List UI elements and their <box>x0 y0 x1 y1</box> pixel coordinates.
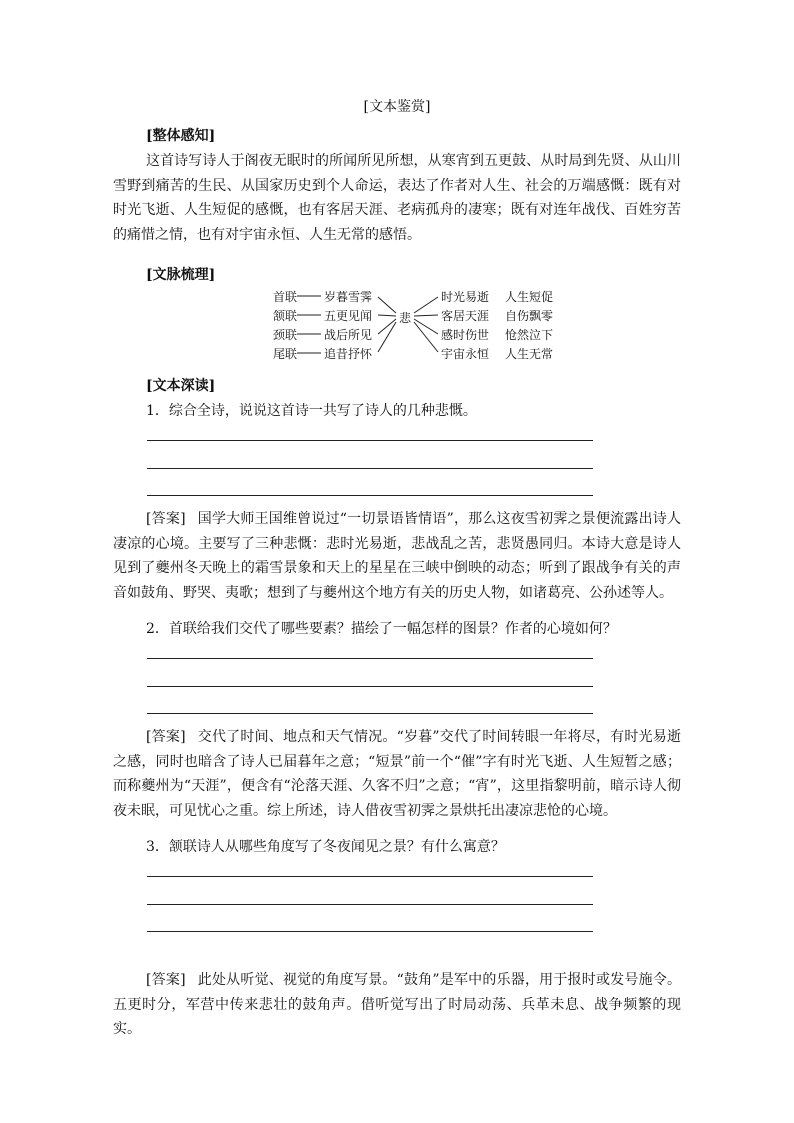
question-3: 3．颔联诗人从哪些角度写了冬夜闻见之景？有什么寓意？ <box>146 839 505 855</box>
answer-tag: [答案] <box>146 972 186 988</box>
diagram-label: 颈联 <box>273 328 298 342</box>
answer-text: 此处从听觉、视觉的角度写景。“鼓角”是军中的乐器，用于报时或发号施令。五更时分，军营中传来悲壮的鼓角声。借听觉写出了时局动荡、兵革未息、战争频繁的现实。 <box>113 972 681 1037</box>
diagram-right-content: 感时伤世 <box>441 328 490 342</box>
connector-line <box>378 315 396 316</box>
diagram-right-note: 人生无常 <box>505 347 554 361</box>
diagram-right-note: 怆然泣下 <box>505 328 554 342</box>
answer-line <box>147 931 593 932</box>
structure-heading: [文脉梳理] <box>146 267 216 283</box>
diagram-right-note: 人生短促 <box>505 290 554 304</box>
overall-heading: [整体感知] <box>146 128 216 144</box>
question-2: 2．首联给我们交代了哪些要素？描绘了一幅怎样的图景？作者的心境如何？ <box>146 621 617 637</box>
answer-line <box>147 904 593 905</box>
answer-1 <box>113 507 681 605</box>
answer-3 <box>113 968 681 1042</box>
overall-paragraph: 这首诗写诗人于阁夜无眠时的所闻所见所想，从寒宵到五更鼓、从时局到先贤、从山川雪野到痛苦的生民、从国家历史到个人命运，表达了作者对人生、社会的万端感慨：既有对时光飞逝、人生短促的感慨，也有客居天涯、老病孤舟的凄寒；既有对连年战伐、百姓穷苦的痛惜之情，也有对宇宙永恒、人生无常的感悟。 <box>113 153 681 243</box>
diagram-label: 首联 <box>273 290 298 304</box>
diagram-label: 颔联 <box>273 309 298 323</box>
answer-tag: [答案] <box>146 511 186 527</box>
diagram-right-note: 自伤飘零 <box>505 309 554 323</box>
connector-line <box>414 297 438 313</box>
answer-tag: [答案] <box>146 729 186 745</box>
diagram-center: 悲 <box>399 311 412 325</box>
question-1: 1．综合全诗，说说这首诗一共写了诗人的几种悲慨。 <box>146 403 477 419</box>
answer-line <box>147 686 593 687</box>
deep-reading-heading: [文本深读] <box>146 378 216 394</box>
page-title: [文本鉴赏] <box>363 99 431 115</box>
answer-line <box>147 713 593 714</box>
answer-line <box>147 658 593 659</box>
diagram-right-content: 宇宙永恒 <box>441 347 490 361</box>
diagram-left-content: 追昔抒怀 <box>324 347 373 361</box>
answer-text: 交代了时间、地点和天气情况。“岁暮”交代了时间转眼一年将尽，有时光易逝之感，同时也暗含了诗人已届暮年之意；“短景”前一个“催”字有时光飞逝、人生短暂之感；而称夔州为“天涯”，便含有“沦落天涯、久客不归”之意；“宵”，这里指黎明前，暗示诗人彻夜未眠，可见忧心之重。综上所述，诗人借夜雪初霁之景烘托出凄凉悲怆的心境。 <box>113 729 681 819</box>
diagram-label: 尾联 <box>273 347 298 361</box>
answer-2 <box>113 725 681 823</box>
connector-line <box>378 297 396 313</box>
answer-line <box>147 876 593 877</box>
diagram-right-content: 时光易逝 <box>441 290 490 304</box>
answer-line <box>147 440 593 441</box>
diagram-right-content: 客居天涯 <box>441 309 490 323</box>
answer-line <box>147 468 593 469</box>
diagram-left-content: 岁暮雪霁 <box>324 290 373 304</box>
connector-line <box>414 315 438 316</box>
answer-line <box>147 495 593 496</box>
diagram-left-content: 战后所见 <box>324 328 373 342</box>
diagram-left-content: 五更见闻 <box>324 309 373 323</box>
answer-text: 国学大师王国维曾说过“一切景语皆情语”，那么这夜雪初霁之景便流露出诗人凄凉的心境。主要写了三种悲慨：悲时光易逝，悲战乱之苦，悲贤愚同归。本诗大意是诗人见到了夔州冬天晚上的霜雪景象和天上的星星在三峡中倒映的动态；听到了跟战争有关的声音如鼓角、野哭、夷歌；想到了与夔州这个地方有关的历史人物，如诸葛亮、公孙述等人。 <box>113 511 681 601</box>
